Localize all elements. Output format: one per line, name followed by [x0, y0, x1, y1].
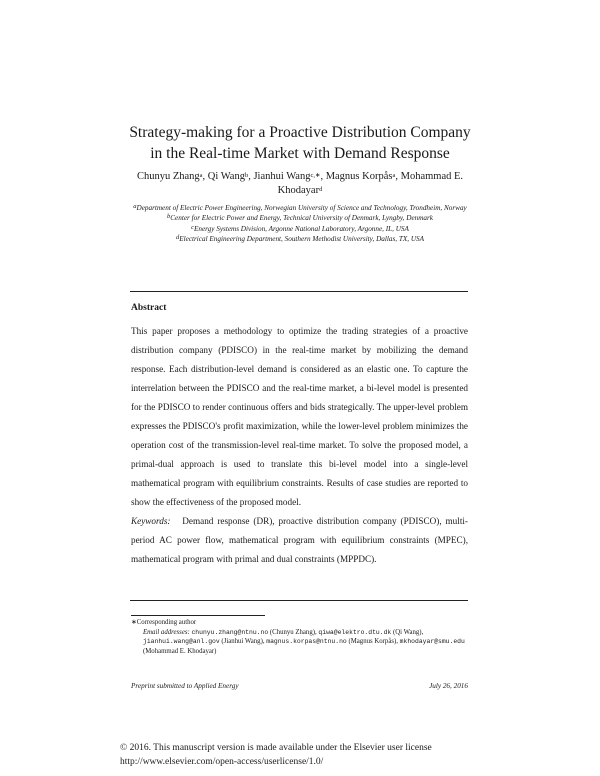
abstract-body [131, 322, 468, 569]
affiliation: $^b$Center for Electric Power and Energy, Technical University of Denmark, Lyngby, Denmark [167, 213, 433, 223]
author-sup: b [244, 172, 249, 179]
abstract-bottom-rule [130, 600, 468, 601]
author-name: Chunyu Zhang [136, 171, 200, 182]
corresponding-author: ∗Corresponding author [131, 619, 197, 626]
email-link[interactable]: qiwa@elektro.dtu.dk [318, 628, 392, 636]
author-name: Qi Wang [207, 171, 245, 182]
abstract-top-rule [130, 291, 468, 292]
email-addresses: Email addresses: chunyu.zhang@ntnu.no (Chunyu Zhang), qiwa@elektro.dtu.dk (Qi Wang), jianhui.wang@anl.gov (Jianhui Wang), magnus.korpas@ntnu.no (Magnus Korpås), mkhodayar@smu.edu (Mohammad E. Khodayar) [143, 628, 465, 655]
abstract-heading: Abstract [131, 303, 167, 313]
title-line-2: in the Real-time Market with Demand Response [150, 145, 450, 162]
author-sup: a [392, 172, 396, 179]
preprint-date: July 26, 2016 [429, 682, 468, 690]
email-label: Email addresses: [143, 628, 190, 636]
footnote-rule [131, 615, 265, 616]
author-sup: d [319, 186, 323, 193]
author-name: Magnus Korpås [325, 171, 393, 182]
keywords-label: Keywords: [131, 516, 171, 526]
author-sup: a [199, 172, 203, 179]
footnote [131, 618, 468, 656]
email-link[interactable]: jianhui.wang@anl.gov [143, 638, 220, 646]
license-notice [120, 741, 520, 769]
preprint-line [131, 682, 468, 690]
author-name: Jianhui Wang [253, 171, 311, 182]
affiliation: $^c$Energy Systems Division, Argonne National Laboratory, Argonne, IL, USA [191, 223, 409, 233]
license-text: © 2016. This manuscript version is made available under the Elsevier user license [120, 743, 432, 753]
title-line-1: Strategy-making for a Proactive Distribution Company [129, 124, 471, 141]
keywords [131, 512, 468, 569]
author-list: Chunyu Zhang$^a$, Qi Wang$^b$, Jianhui Wang$^{c,∗}$, Magnus Korpås$^a$, Mohammad E. Khodayar$^d$ [136, 171, 464, 196]
affiliation: $^d$Electrical Engineering Department, Southern Methodist University, Dallas, TX, USA [176, 233, 424, 243]
author-sup: c,∗ [310, 172, 321, 179]
preprint-journal: Preprint submitted to Applied Energy [131, 682, 239, 690]
abstract-text: This paper proposes a methodology to optimize the trading strategies of a proactive distribution company (PDISCO) in the real-time market by mobilizing the demand response. Each distribution-level demand is considered as an elastic one. To capture the interrelation between the PDISCO and the real-time market, a bi-level model is presented for the PDISCO to render continuous offers and bids strategically. The upper-level problem expresses the PDISCO's profit maximization, while the lower-level problem minimizes the operation cost of the transmission-level real-time market. To solve the proposed model, a primal-dual approach is used to translate this bi-level model into a single-level mathematical program with equilibrium constraints. Results of case studies are reported to show the effectiveness of the proposed model. [131, 326, 468, 507]
paper-title [100, 122, 500, 164]
affiliation-list [130, 203, 470, 244]
license-link[interactable]: http://www.elsevier.com/open-access/userlicense/1.0/ [120, 757, 324, 767]
email-link[interactable]: magnus.korpas@ntnu.no [266, 638, 347, 646]
email-link[interactable]: chunyu.zhang@ntnu.no [191, 628, 269, 636]
author-name: Mohammad E. Khodayar [277, 171, 464, 196]
affiliation: $^a$Department of Electric Power Engineering, Norwegian University of Science and Technology, Trondheim, Norway [133, 203, 467, 212]
email-link[interactable]: mkhodayar@smu.edu [399, 638, 465, 646]
keywords-text: Demand response (DR), proactive distribution company (PDISCO), multi-period AC power flow, mathematical program with equilibrium constraints (MPEC), mathematical program with primal and dual constraints (MPPDC). [131, 516, 468, 564]
